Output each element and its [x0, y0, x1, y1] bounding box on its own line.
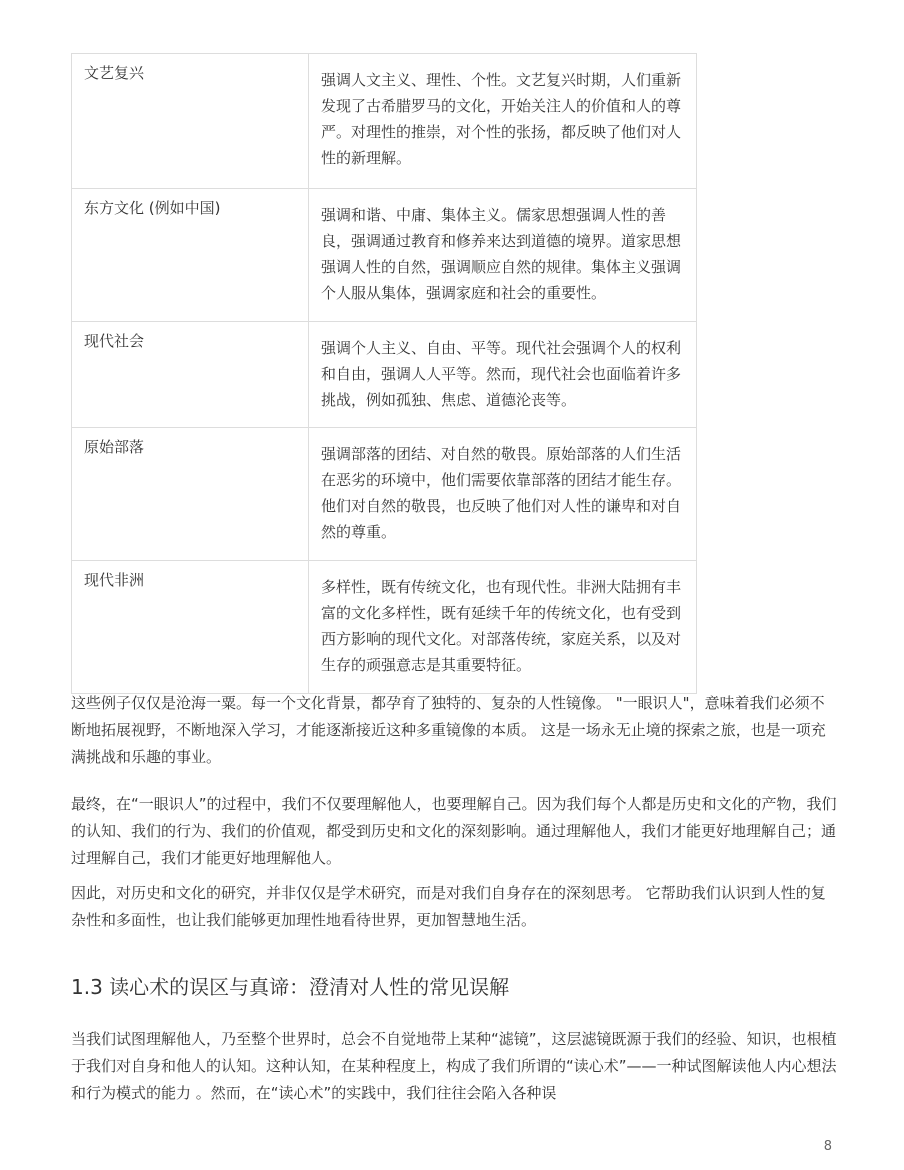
table-cell-term: 现代社会 [72, 322, 309, 428]
table-cell-term: 文艺复兴 [72, 54, 309, 189]
body-paragraph: 当我们试图理解他人，乃至整个世界时，总会不自觉地带上某种“滤镜”，这层滤镜既源于我们的经验、知识，也根植于我们对自身和他人的认知。这种认知，在某种程度上，构成了我们所谓的“读心术”——一种试图解读他人内心想法和行为模式的能力 。然而，在“读心术”的实践中，我们往往会陷入各种误 [71, 1030, 837, 1102]
table-cell-description: 强调个人主义、自由、平等。现代社会强调个人的权利和自由，强调人人平等。然而，现代社会也面临着许多挑战，例如孤独、焦虑、道德沦丧等。 [309, 322, 697, 428]
table-row [72, 561, 697, 694]
table-cell-description: 强调人文主义、理性、个性。文艺复兴时期，人们重新发现了古希腊罗马的文化，开始关注人的价值和人的尊严。对理性的推崇，对个性的张扬，都反映了他们对人性的新理解。 [309, 54, 697, 189]
table-row [72, 428, 697, 561]
table-row [72, 189, 697, 322]
table-cell-term: 原始部落 [72, 428, 309, 561]
page-number: 8 [823, 1139, 832, 1154]
section-heading: 1.3 读心术的误区与真谛：澄清对人性的常见误解 [71, 975, 510, 999]
body-paragraph: 因此，对历史和文化的研究，并非仅仅是学术研究，而是对我们自身存在的深刻思考。 它帮助我们认识到人性的复杂性和多面性，也让我们能够更加理性地看待世界，更加智慧地生活。 [71, 884, 826, 929]
table-cell-description: 多样性，既有传统文化，也有现代性。非洲大陆拥有丰富的文化多样性，既有延续千年的传统文化，也有受到西方影响的现代文化。对部落传统，家庭关系，以及对生存的顽强意志是其重要特征。 [309, 561, 697, 694]
table-cell-term: 现代非洲 [72, 561, 309, 694]
table-cell-term: 东方文化 (例如中国) [72, 189, 309, 322]
table-cell-description: 强调部落的团结、对自然的敬畏。原始部落的人们生活在恶劣的环境中，他们需要依靠部落的团结才能生存。他们对自然的敬畏，也反映了他们对人性的谦卑和对自然的尊重。 [309, 428, 697, 561]
body-paragraph: 最终，在“一眼识人”的过程中，我们不仅要理解他人，也要理解自己。因为我们每个人都是历史和文化的产物，我们的认知、我们的行为、我们的价值观，都受到历史和文化的深刻影响。通过理解他人，我们才能更好地理解自己；通过理解自己，我们才能更好地理解他人。 [71, 795, 837, 867]
table-cell-description: 强调和谐、中庸、集体主义。儒家思想强调人性的善良，强调通过教育和修养来达到道德的境界。道家思想强调人性的自然，强调顺应自然的规律。集体主义强调个人服从集体，强调家庭和社会的重要性。 [309, 189, 697, 322]
table-row [72, 322, 697, 428]
culture-comparison-table [71, 53, 697, 694]
body-paragraph: 这些例子仅仅是沧海一粟。每一个文化背景，都孕育了独特的、复杂的人性镜像。 "一眼识人"，意味着我们必须不断地拓展视野，不断地深入学习，才能逐渐接近这种多重镜像的本质。 这是一场永无止境的探索之旅，也是一项充满挑战和乐趣的事业。 [71, 694, 826, 766]
table-row [72, 54, 697, 189]
